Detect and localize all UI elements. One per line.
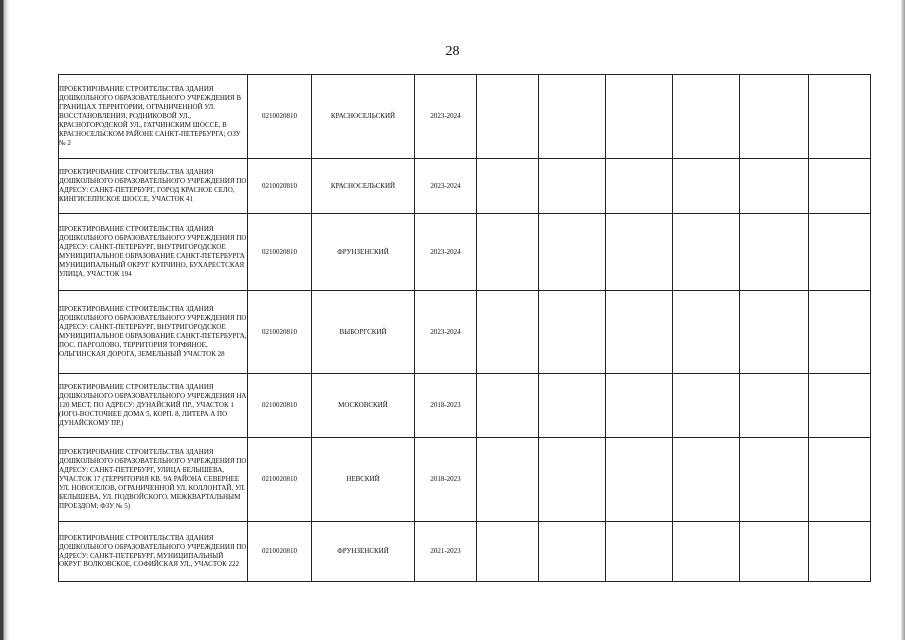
empty-cell [477, 438, 539, 522]
scan-left-edge [0, 0, 9, 640]
project-description: ПРОЕКТИРОВАНИЕ СТРОИТЕЛЬСТВА ЗДАНИЯ ДОШКОЛЬНОГО ОБРАЗОВАТЕЛЬНОГО УЧРЕЖДЕНИЯ В ГРАНИЦАХ ТЕРРИТОРИИ, ОГРАНИЧЕННОЙ УЛ. ВОССТАНОВЛЕНИЯ, РОДНИКОВОЙ УЛ., КРАСНОГОРОДСКОЙ УЛ., ГАТЧИНСКИМ ШОССЕ, В КРАСНОСЕЛЬСКОМ РАЙОНЕ САНКТ-ПЕТЕРБУРГА; ОЗУ № 2 [59, 75, 248, 159]
budget-code: 0210020810 [248, 75, 312, 159]
empty-cell [673, 522, 740, 582]
empty-cell [606, 438, 673, 522]
empty-cell [673, 214, 740, 291]
table-row [59, 522, 871, 582]
empty-cell [477, 291, 539, 374]
empty-cell [477, 159, 539, 214]
empty-cell [606, 214, 673, 291]
empty-cell [477, 75, 539, 159]
empty-cell [606, 291, 673, 374]
district: ФРУНЗЕНСКИЙ [312, 522, 415, 582]
scan-right-edge [901, 0, 905, 640]
empty-cell [539, 374, 606, 438]
period: 2023-2024 [415, 214, 477, 291]
empty-cell [477, 374, 539, 438]
table-row [59, 214, 871, 291]
period: 2023-2024 [415, 291, 477, 374]
empty-cell [809, 438, 871, 522]
empty-cell [740, 75, 809, 159]
empty-cell [809, 522, 871, 582]
period: 2021-2023 [415, 522, 477, 582]
district: МОСКОВСКИЙ [312, 374, 415, 438]
empty-cell [539, 522, 606, 582]
empty-cell [673, 159, 740, 214]
empty-cell [606, 159, 673, 214]
district: КРАСНОСЕЛЬСКИЙ [312, 75, 415, 159]
district: ФРУНЗЕНСКИЙ [312, 214, 415, 291]
empty-cell [673, 75, 740, 159]
empty-cell [673, 438, 740, 522]
table-row [59, 438, 871, 522]
budget-code: 0210020810 [248, 159, 312, 214]
project-description: ПРОЕКТИРОВАНИЕ СТРОИТЕЛЬСТВА ЗДАНИЯ ДОШКОЛЬНОГО ОБРАЗОВАТЕЛЬНОГО УЧРЕЖДЕНИЯ ПО АДРЕСУ: САНКТ-ПЕТЕРБУРГ, ВНУТРИГОРОДСКОЕ МУНИЦИПАЛЬНОЕ ОБРАЗОВАНИЕ САНКТ-ПЕТЕРБУРГА МУНИЦИПАЛЬНЫЙ ОКРУГ КУПЧИНО, БУХАРЕСТСКАЯ УЛИЦА, УЧАСТОК 194 [59, 214, 248, 291]
table-row [59, 374, 871, 438]
empty-cell [740, 159, 809, 214]
empty-cell [673, 291, 740, 374]
budget-code: 0210020810 [248, 438, 312, 522]
project-description: ПРОЕКТИРОВАНИЕ СТРОИТЕЛЬСТВА ЗДАНИЯ ДОШКОЛЬНОГО ОБРАЗОВАТЕЛЬНОГО УЧРЕЖДЕНИЯ НА 120 МЕСТ, ПО АДРЕСУ: ДУНАЙСКИЙ ПР., УЧАСТОК 1 (ЮГО-ВОСТОЧНЕЕ ДОМА 5, КОРП. 8, ЛИТЕРА А ПО ДУНАЙСКОМУ ПР.) [59, 374, 248, 438]
project-description: ПРОЕКТИРОВАНИЕ СТРОИТЕЛЬСТВА ЗДАНИЯ ДОШКОЛЬНОГО ОБРАЗОВАТЕЛЬНОГО УЧРЕЖДЕНИЯ ПО АДРЕСУ: САНКТ-ПЕТЕРБУРГ, ГОРОД КРАСНОЕ СЕЛО, КИНГИСЕППСКОЕ ШОССЕ, УЧАСТОК 41 [59, 159, 248, 214]
budget-code: 0210020810 [248, 374, 312, 438]
empty-cell [539, 214, 606, 291]
budget-code: 0210020810 [248, 214, 312, 291]
budget-code: 0210020810 [248, 522, 312, 582]
empty-cell [740, 214, 809, 291]
period: 2018-2023 [415, 374, 477, 438]
empty-cell [740, 291, 809, 374]
period: 2018-2023 [415, 438, 477, 522]
empty-cell [740, 438, 809, 522]
period: 2023-2024 [415, 159, 477, 214]
table-row [59, 291, 871, 374]
budget-code: 0210020810 [248, 291, 312, 374]
construction-projects-table [58, 74, 871, 582]
empty-cell [539, 291, 606, 374]
empty-cell [477, 214, 539, 291]
empty-cell [740, 522, 809, 582]
empty-cell [809, 75, 871, 159]
empty-cell [539, 75, 606, 159]
empty-cell [477, 522, 539, 582]
empty-cell [606, 374, 673, 438]
page-number: 28 [445, 44, 460, 59]
empty-cell [539, 159, 606, 214]
period: 2023-2024 [415, 75, 477, 159]
table-row [59, 75, 871, 159]
empty-cell [606, 75, 673, 159]
table-row [59, 159, 871, 214]
empty-cell [539, 438, 606, 522]
empty-cell [809, 214, 871, 291]
empty-cell [673, 374, 740, 438]
empty-cell [809, 291, 871, 374]
empty-cell [606, 522, 673, 582]
district: КРАСНОСЕЛЬСКИЙ [312, 159, 415, 214]
district: НЕВСКИЙ [312, 438, 415, 522]
project-description: ПРОЕКТИРОВАНИЕ СТРОИТЕЛЬСТВА ЗДАНИЯ ДОШКОЛЬНОГО ОБРАЗОВАТЕЛЬНОГО УЧРЕЖДЕНИЯ ПО АДРЕСУ: САНКТ-ПЕТЕРБУРГ, ВНУТРИГОРОДСКОЕ МУНИЦИПАЛЬНОЕ ОБРАЗОВАНИЕ САНКТ-ПЕТЕРБУРГА, ПОС. ПАРГОЛОВО, ТЕРРИТОРИЯ ТОРФЯНОЕ, ОЛЬГИНСКАЯ ДОРОГА, ЗЕМЕЛЬНЫЙ УЧАСТОК 28 [59, 291, 248, 374]
district: ВЫБОРГСКИЙ [312, 291, 415, 374]
empty-cell [809, 374, 871, 438]
project-description: ПРОЕКТИРОВАНИЕ СТРОИТЕЛЬСТВА ЗДАНИЯ ДОШКОЛЬНОГО ОБРАЗОВАТЕЛЬНОГО УЧРЕЖДЕНИЯ ПО АДРЕСУ: САНКТ-ПЕТЕРБУРГ, МУНИЦИПАЛЬНЫЙ ОКРУГ ВОЛКОВСКОЕ, СОФИЙСКАЯ УЛ., УЧАСТОК 222 [59, 522, 248, 582]
empty-cell [740, 374, 809, 438]
empty-cell [809, 159, 871, 214]
project-description: ПРОЕКТИРОВАНИЕ СТРОИТЕЛЬСТВА ЗДАНИЯ ДОШКОЛЬНОГО ОБРАЗОВАТЕЛЬНОГО УЧРЕЖДЕНИЯ ПО АДРЕСУ: САНКТ-ПЕТЕРБУРГ, УЛИЦА БЕЛЫШЕВА, УЧАСТОК 17 (ТЕРРИТОРИЯ КВ. 9А РАЙОНА СЕВЕРНЕЕ УЛ. НОВОСЕЛОВ, ОГРАНИЧЕННОЙ УЛ. КОЛЛОНТАЙ, УЛ. БЕЛЫШЕВА, УЛ. ПОДВОЙСКОГО, МЕЖКВАРТАЛЬНЫМ ПРОЕЗДОМ; ФЗУ № 5) [59, 438, 248, 522]
